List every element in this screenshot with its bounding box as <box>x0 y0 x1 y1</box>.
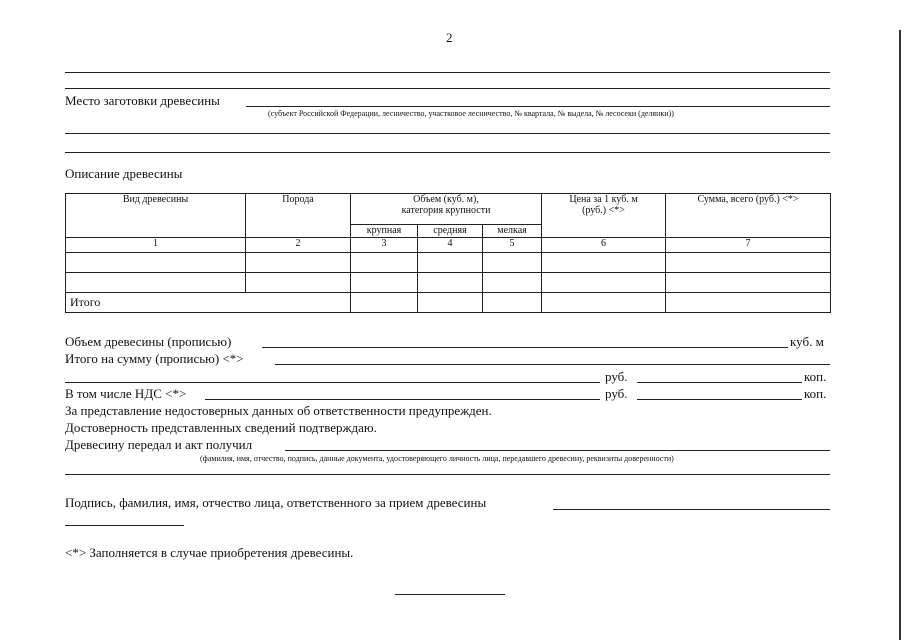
nds-kop-fill-line[interactable] <box>637 399 802 400</box>
scan-edge <box>899 30 901 640</box>
table-cell[interactable] <box>483 273 542 293</box>
subheader-krupnaya: крупная <box>351 225 418 238</box>
mesto-label: Место заготовки древесины <box>65 93 220 108</box>
col-number: 7 <box>666 238 831 253</box>
col-number: 2 <box>246 238 351 253</box>
table-cell[interactable] <box>418 253 483 273</box>
table-row-total <box>66 293 831 313</box>
header-summa: Сумма, всего (руб.) <*> <box>666 194 831 238</box>
confirm-text: Достоверность представленных сведений подтверждаю. <box>65 420 377 435</box>
subheader-srednyaya: средняя <box>418 225 483 238</box>
itogo-summa-fill-line[interactable] <box>275 364 830 365</box>
table-row <box>66 273 831 293</box>
table-cell[interactable] <box>351 253 418 273</box>
page-number: 2 <box>446 30 453 45</box>
table-cell[interactable] <box>666 253 831 273</box>
obem-label: Объем древесины (прописью) <box>65 334 232 349</box>
col-number: 1 <box>66 238 246 253</box>
col-number: 6 <box>542 238 666 253</box>
table-cell[interactable] <box>246 253 351 273</box>
peredal-fill-line[interactable] <box>285 450 830 451</box>
subheader-melkaya: мелкая <box>483 225 542 238</box>
summa-rub-fill-line[interactable] <box>65 382 600 383</box>
table-cell[interactable] <box>483 293 542 313</box>
header-obem <box>351 194 542 225</box>
table-row-numbers <box>66 238 831 253</box>
summa-kop-fill-line[interactable] <box>637 382 802 383</box>
table-row <box>66 253 831 273</box>
table-cell[interactable] <box>542 253 666 273</box>
blank-line <box>65 133 830 134</box>
table-cell[interactable] <box>483 253 542 273</box>
table-cell[interactable] <box>246 273 351 293</box>
table-cell[interactable] <box>542 293 666 313</box>
header-poroda: Порода <box>246 194 351 238</box>
peredal-label: Древесину передал и акт получил <box>65 437 253 452</box>
blank-line <box>65 88 830 89</box>
closing-separator <box>395 594 505 595</box>
nds-label: В том числе НДС <*> <box>65 386 187 401</box>
summa-kop-label: коп. <box>804 369 827 384</box>
header-cena-line2: (руб.) <*> <box>582 205 625 216</box>
header-obem-line1: Объем (куб. м), <box>413 194 479 205</box>
blank-line <box>65 72 830 73</box>
table-cell[interactable] <box>351 293 418 313</box>
footnote: <*> Заполняется в случае приобретения древесины. <box>65 545 354 560</box>
table-cell[interactable] <box>418 293 483 313</box>
header-obem-line2: категория крупности <box>401 205 491 216</box>
table-cell[interactable] <box>351 273 418 293</box>
col-number: 4 <box>418 238 483 253</box>
peredal-hint: (фамилия, имя, отчество, подпись, данные документа, удостоверяющего личность лица, передавшего древесину, реквизиты доверенности) <box>200 454 674 463</box>
table-cell[interactable] <box>542 273 666 293</box>
total-label: Итого <box>66 293 351 313</box>
warning-text: За представление недостоверных данных об ответственности предупрежден. <box>65 403 492 418</box>
blank-line <box>65 474 830 475</box>
mesto-fill-line[interactable] <box>246 106 830 107</box>
podpis-label: Подпись, фамилия, имя, отчество лица, ответственного за прием древесины <box>65 495 487 510</box>
table-cell[interactable] <box>418 273 483 293</box>
table-cell[interactable] <box>666 293 831 313</box>
nds-kop-label: коп. <box>804 386 827 401</box>
header-vid: Вид древесины <box>66 194 246 238</box>
nds-rub-label: руб. <box>605 386 628 401</box>
table-cell[interactable] <box>66 273 246 293</box>
header-cena <box>542 194 666 238</box>
col-number: 5 <box>483 238 542 253</box>
mesto-hint: (субъект Российской Федерации, лесничество, участковое лесничество, № квартала, № выдела, № лесосеки (делянки)) <box>268 109 674 118</box>
header-cena-line1: Цена за 1 куб. м <box>569 194 638 205</box>
podpis-fill-line[interactable] <box>553 509 830 510</box>
blank-line <box>65 152 830 153</box>
table-cell[interactable] <box>66 253 246 273</box>
nds-rub-fill-line[interactable] <box>205 399 600 400</box>
podpis-fill-line-2[interactable] <box>65 525 184 526</box>
summa-rub-label: руб. <box>605 369 628 384</box>
itogo-summa-label: Итого на сумму (прописью) <*> <box>65 351 244 366</box>
wood-table <box>65 193 831 313</box>
obem-unit: куб. м <box>790 334 824 349</box>
col-number: 3 <box>351 238 418 253</box>
table-cell[interactable] <box>666 273 831 293</box>
opisanie-title: Описание древесины <box>65 166 183 181</box>
obem-fill-line[interactable] <box>262 347 788 348</box>
